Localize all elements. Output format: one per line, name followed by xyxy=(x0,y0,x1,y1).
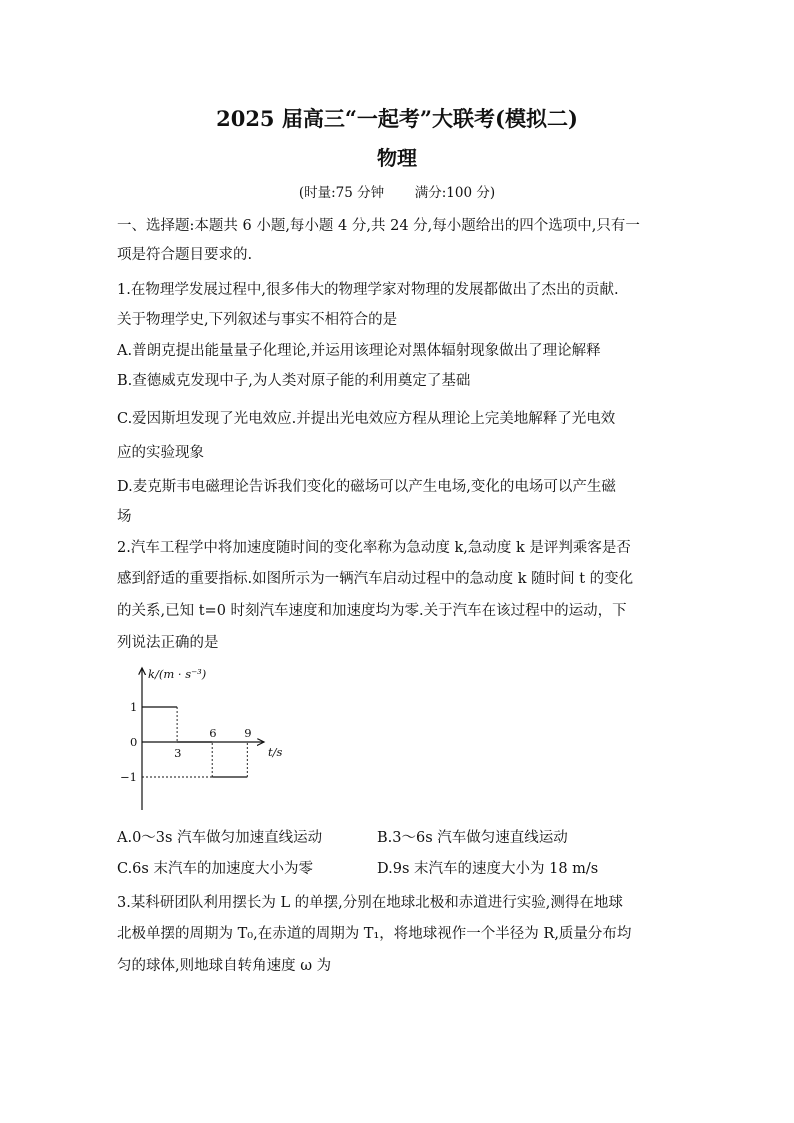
y-tick-label-2: −1 xyxy=(120,770,137,784)
q1-stem-line1: 1.在物理学发展过程中,很多伟大的物理学家对物理的发展都做出了杰出的贡献. xyxy=(117,282,619,298)
q3-stem-line3: 匀的球体,则地球自转角速度 ω 为 xyxy=(117,958,332,974)
q1-option-d-line1: D.麦克斯韦电磁理论告诉我们变化的磁场可以产生电场,变化的电场可以产生磁 xyxy=(117,479,616,495)
q1-option-c-line1: C.爱因斯坦发现了光电效应.并提出光电效应方程从理论上完美地解释了光电效 xyxy=(117,411,616,427)
q2-option-d: D.9s 末汽车的速度大小为 18 m/s xyxy=(377,861,599,877)
q1-stem-line2: 关于物理学史,下列叙述与事实不相符合的是 xyxy=(117,312,398,328)
q2-stem-line2: 感到舒适的重要指标.如图所示为一辆汽车启动过程中的急动度 k 随时间 t 的变化 xyxy=(117,571,634,587)
y-axis-label: k/(m · s⁻³) xyxy=(148,667,207,681)
q2-option-b: B.3～6s 汽车做匀速直线运动 xyxy=(377,830,568,846)
time-limit: (时量:75 分钟 xyxy=(298,185,385,201)
section-intro-line2: 项是符合题目要求的. xyxy=(117,247,253,263)
subject-title: 物理 xyxy=(377,146,417,170)
full-score: 满分:100 分) xyxy=(414,185,496,201)
q2-option-a: A.0～3s 汽车做匀加速直线运动 xyxy=(117,830,323,846)
exam-title: 2025 届高三“一起考”大联考(模拟二) xyxy=(216,106,578,131)
q3-stem-line2: 北极单摆的周期为 T₀,在赤道的周期为 T₁，将地球视作一个半径为 R,质量分布均 xyxy=(117,926,632,942)
q2-stem-line4: 列说法正确的是 xyxy=(117,635,219,651)
q2-stem-line1: 2.汽车工程学中将加速度随时间的变化率称为急动度 k,急动度 k 是评判乘客是否 xyxy=(117,540,631,556)
q1-option-d-line2: 场 xyxy=(117,509,132,525)
q1-option-b: B.查德威克发现中子,为人类对原子能的利用奠定了基础 xyxy=(117,373,471,389)
x-axis-label: t/s xyxy=(268,745,283,759)
y-tick-label-1: 0 xyxy=(130,735,138,749)
jerk-time-graph xyxy=(112,662,302,812)
q3-stem-line1: 3.某科研团队利用摆长为 L 的单摆,分别在地球北极和赤道进行实验,测得在地球 xyxy=(117,895,623,911)
x-tick-label-9: 9 xyxy=(244,726,252,740)
section-intro-line1: 一、选择题:本题共 6 小题,每小题 4 分,共 24 分,每小题给出的四个选项中,只有一 xyxy=(117,218,640,234)
x-tick-label-3: 3 xyxy=(174,746,182,760)
x-tick-label-6: 6 xyxy=(209,726,217,740)
exam-meta xyxy=(0,187,794,201)
y-tick-label-0: 1 xyxy=(130,700,138,714)
q1-option-a: A.普朗克提出能量量子化理论,并运用该理论对黑体辐射现象做出了理论解释 xyxy=(117,343,601,359)
q2-stem-line3: 的关系,已知 t=0 时刻汽车速度和加速度均为零.关于汽车在该过程中的运动，下 xyxy=(117,603,627,619)
q1-option-c-line2: 应的实验现象 xyxy=(117,445,204,461)
q2-option-c: C.6s 末汽车的加速度大小为零 xyxy=(117,861,313,877)
